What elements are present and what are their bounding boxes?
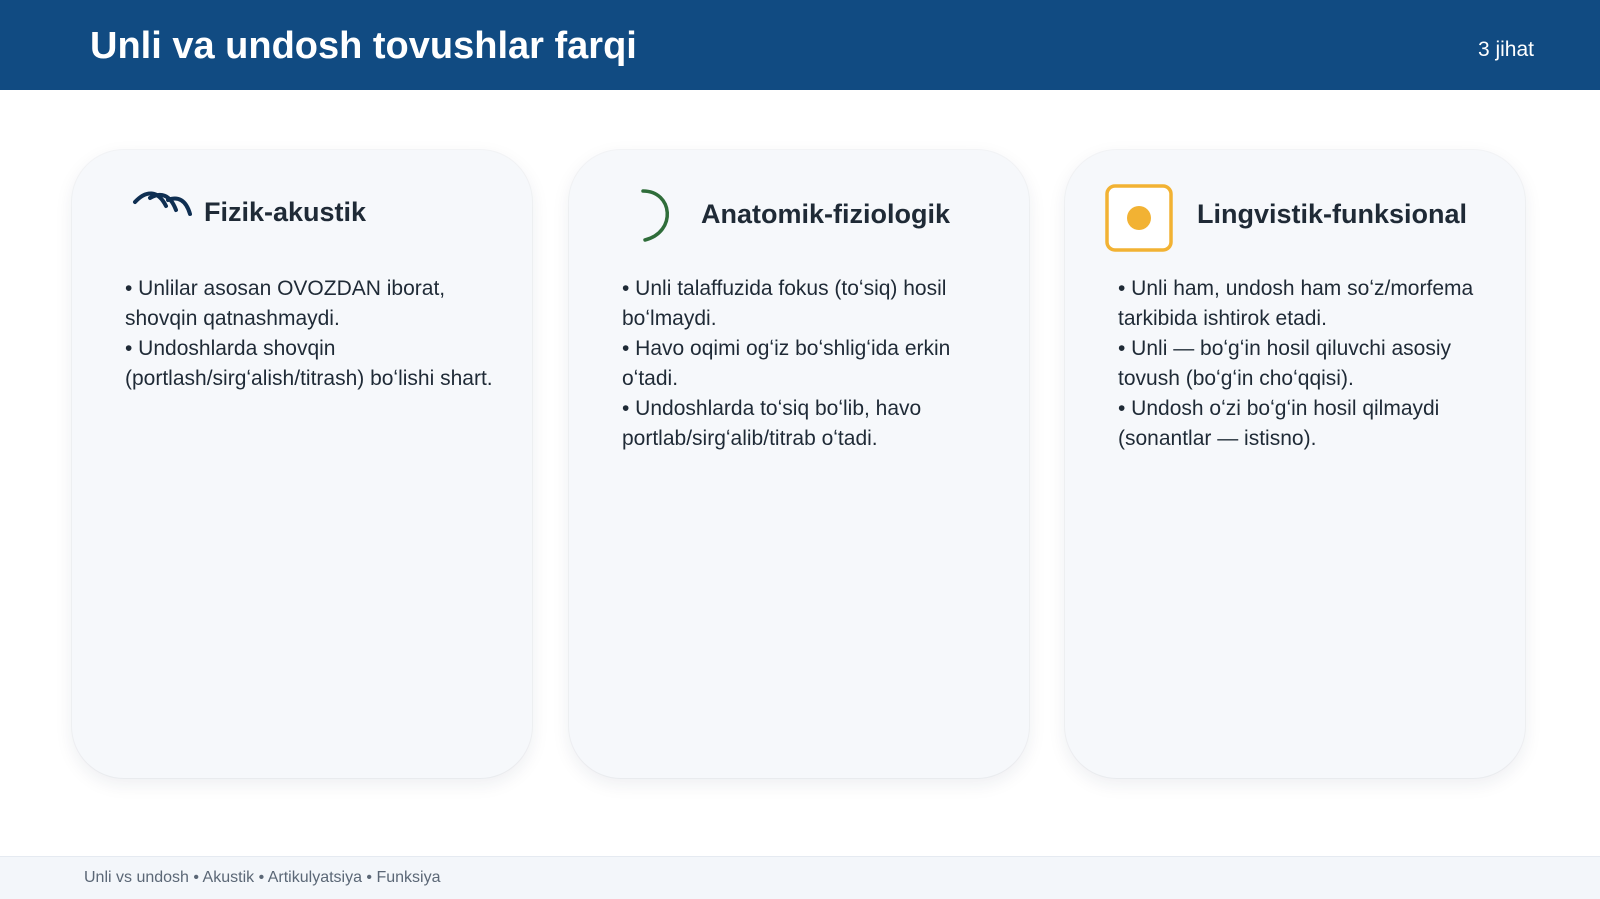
card-anatomik-fiziologik	[569, 150, 1029, 778]
rounded-square-dot-icon	[1105, 184, 1175, 254]
card-fizik-akustik	[72, 150, 532, 778]
bullet-item: • Undosh oʻzi boʻgʻin hosil qilmaydi (sonantlar — istisno).	[1118, 397, 1440, 450]
bullet-item: • Undoshlarda toʻsiq boʻlib, havo portlab/sirgʻalib/titrab oʻtadi.	[622, 397, 922, 450]
card-lingvistik-funksional	[1065, 150, 1525, 778]
footer-text: Unli vs undosh • Akustik • Artikulyatsiya • Funksiya	[84, 869, 441, 886]
bullet-item: • Unlilar asosan OVOZDAN iborat, shovqin qatnashmaydi.	[125, 277, 446, 330]
slide-title: Unli va undosh tovushlar farqi	[90, 25, 637, 67]
footer-bar	[0, 856, 1600, 899]
card-title: Lingvistik-funksional	[1197, 199, 1468, 229]
header-bar	[0, 0, 1600, 90]
aspect-counter: 3 jihat	[1477, 38, 1534, 61]
card-title: Anatomik-fiziologik	[701, 199, 950, 229]
card-bullets	[1118, 274, 1488, 454]
bullet-item: • Unli — boʻgʻin hosil qiluvchi asosiy tovush (boʻgʻin choʻqqisi).	[1118, 337, 1451, 390]
sound-wave-icon	[132, 184, 202, 254]
bullet-item: • Unli ham, undosh ham soʻz/morfema tarkibida ishtirok etadi.	[1118, 277, 1474, 330]
card-bullets	[622, 274, 992, 454]
card-bullets	[125, 274, 495, 394]
bullet-item: • Unli talaffuzida fokus (toʻsiq) hosil boʻlmaydi.	[622, 277, 947, 330]
card-title: Fizik-akustik	[204, 197, 367, 227]
bullet-item: • Undoshlarda shovqin (portlash/sirgʻalish/titrash) boʻlishi shart.	[125, 337, 493, 390]
bullet-item: • Havo oqimi ogʻiz boʻshligʻida erkin oʻtadi.	[622, 337, 951, 390]
arc-icon	[629, 184, 699, 254]
